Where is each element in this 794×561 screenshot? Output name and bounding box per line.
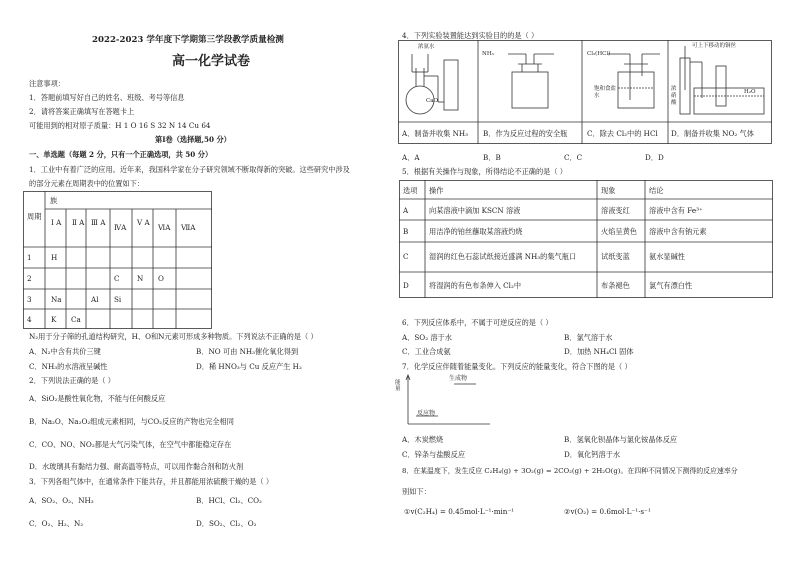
- group-3a: Ⅲ A: [91, 218, 106, 227]
- element-al: Al: [91, 295, 99, 304]
- q7-reactant-label: 反应物: [417, 410, 436, 417]
- q5-row-c-conclusion: 氨水显碱性: [649, 252, 685, 261]
- notes-item-2: 2．请将答案正确填写在答题卡上: [29, 107, 135, 116]
- q5-row-b-option: B: [403, 227, 409, 236]
- q2-option-d: D．水玻璃具有黏结力强、耐高温等特点，可以用作黏合剂和防火剂: [29, 462, 244, 471]
- notes-heading: 注意事项：: [29, 79, 65, 88]
- element-si: Si: [114, 295, 122, 304]
- q6-option-b: B．氯气溶于水: [564, 333, 613, 342]
- table-zu-label: 族: [50, 196, 58, 205]
- q5-row-b-conclusion: 溶液中含有钠元素: [649, 227, 707, 236]
- notes-item-1: 1．答题前填写好自己的姓名、班级、考号等信息: [29, 93, 185, 102]
- period-1: 1: [27, 253, 32, 262]
- q2-option-c: C．CO、NO、NO₂都是大气污染气体，在空气中都能稳定存在: [29, 440, 232, 449]
- group-5a: Ⅴ A: [137, 218, 150, 227]
- group-1a: Ⅰ A: [51, 218, 62, 227]
- q7-option-b: B．氢氧化钡晶体与氯化铵晶体反应: [564, 435, 678, 444]
- subject-title: 高一化学试卷: [172, 54, 251, 69]
- q5-row-c-operation: 湿润的红色石蕊试纸接近盛满 NH₃的集气瓶口: [429, 252, 577, 261]
- q8-stem-line2: 别如下：: [402, 487, 431, 496]
- fig-label-movable-copper: 可上下移动的铜丝: [692, 43, 737, 49]
- element-c: C: [114, 274, 120, 283]
- fig-label-saturated-brine: 饱和食盐水: [594, 86, 617, 99]
- q5-header-operation: 操作: [429, 186, 444, 195]
- q7-product-label: 生成物: [449, 375, 468, 382]
- q5-row-c-phenomenon: 试纸变蓝: [601, 252, 630, 261]
- q2-option-b: B．Na₂O、Na₂O₂组成元素相同，与CO₂反应的产物也完全相同: [29, 417, 234, 426]
- q5-row-d-option: D: [403, 281, 409, 290]
- q5-row-a-conclusion: 溶液中含有 Fe³⁺: [649, 206, 703, 215]
- q3-option-d: D．SO₂、Cl₂、O₂: [196, 519, 257, 528]
- q3-option-c: C．O₂、H₂、N₂: [29, 519, 84, 528]
- group-2a: Ⅱ A: [72, 218, 85, 227]
- q2-option-a: A．SiO₂是酸性氧化物，不能与任何酸反应: [29, 394, 166, 403]
- q5-row-a-phenomenon: 溶液变红: [601, 206, 630, 215]
- q4-caption-c: C．除去 Cl₂中的 HCl: [587, 129, 658, 138]
- q5-row-d-conclusion: 氯气有漂白性: [649, 281, 693, 290]
- fig-label-conc-nitric: 浓硝酸: [671, 86, 677, 106]
- q5-row-c-option: C: [403, 252, 409, 261]
- q4-caption-b: B．作为反应过程的安全瓶: [483, 129, 568, 138]
- fig-label-h2o: H₂O: [744, 89, 756, 95]
- element-n: N: [137, 274, 144, 283]
- q1-question: N₂用于分子筛的孔道结构研究，H、O和N元素可形成多种物质。下列说法不正确的是（ ）: [29, 332, 318, 341]
- q5-header-phenomenon: 现象: [601, 186, 616, 195]
- q4-caption-d: D．制备并收集 NO₂ 气体: [671, 129, 754, 138]
- q7-option-c: C．锌条与盐酸反应: [402, 450, 466, 459]
- fig-label-cao: CaO: [426, 98, 438, 104]
- fig-label-nh3: NH₃: [482, 51, 494, 57]
- single-choice-heading: 一、单选题（每题 2 分，只有一个正确选项，共 50 分）: [29, 150, 213, 159]
- q6-option-c: C．工业合成氨: [402, 347, 451, 356]
- element-h: H: [51, 253, 58, 262]
- q4-option-a: A．A: [402, 153, 420, 162]
- fig-label-ammonia-water: 浓氨水: [418, 44, 435, 50]
- element-na: Na: [51, 295, 62, 304]
- element-o: O: [158, 274, 164, 283]
- group-4a: ⅣA: [114, 223, 127, 232]
- q7-stem: 7．化学反应伴随着能量变化。下列反应的能量变化，符合下图的是（ ）: [402, 362, 632, 371]
- q3-option-b: B．HCl、Cl₂、CO₂: [196, 496, 262, 505]
- q5-row-b-operation: 用洁净的铂丝蘸取某溶液灼烧: [429, 227, 523, 236]
- atomic-mass-line: 可能用到的相对原子质量：H 1 O 16 S 32 N 14 Cu 64: [29, 121, 211, 130]
- q8-rate-2: ②v(O₂) = 0.6mol·L⁻¹·s⁻¹: [564, 507, 651, 516]
- q5-row-d-operation: 将湿润的有色布条伸入 Cl₂中: [429, 281, 522, 290]
- q6-stem: 6．下列反应体系中，不属于可逆反应的是（ ）: [402, 318, 553, 327]
- q7-energy-label: 能量: [395, 380, 401, 392]
- q5-header-option: 选项: [403, 186, 418, 195]
- q6-option-d: D．加热 NH₄Cl 固体: [564, 347, 634, 356]
- q3-option-a: A．SO₂、O₂、NH₃: [29, 496, 94, 505]
- q1-option-d: D．稀 HNO₃与 Cu 反应产生 H₂: [196, 362, 302, 371]
- element-ca: Ca: [71, 315, 81, 324]
- period-4: 4: [27, 315, 32, 324]
- q5-stem: 5．根据有关操作与现象，所得结论不正确的是（ ）: [402, 167, 567, 176]
- table-period-label: 周期: [27, 212, 42, 221]
- q1-stem-line2: 的部分元素在周期表中的位置如下：: [29, 179, 145, 188]
- q5-row-b-phenomenon: 火焰呈黄色: [601, 227, 637, 236]
- q2-stem: 2．下列说法正确的是（ ）: [29, 376, 115, 385]
- q7-option-d: D．氧化钙溶于水: [564, 450, 621, 459]
- q8-rate-1: ①v(C₂H₄) = 0.45mol·L⁻¹·min⁻¹: [404, 507, 515, 516]
- period-2: 2: [27, 274, 32, 283]
- q3-stem: 3．下列各组气体中，在通常条件下能共存，并且都能用浓硫酸干燥的是（ ）: [29, 477, 274, 486]
- exam-title: 2022-2023 学年度下学期第三学段教学质量检测: [92, 35, 284, 45]
- q7-option-a: A．木炭燃烧: [402, 435, 444, 444]
- group-7a: ⅦA: [181, 223, 196, 232]
- section1-title: 第Ⅰ卷（选择题,50 分）: [155, 135, 231, 144]
- q4-stem: 4．下列实验装置能达到实验目的的是（ ）: [402, 31, 539, 40]
- q4-option-b: B．B: [483, 153, 501, 162]
- group-6a: ⅥA: [158, 223, 171, 232]
- q6-option-a: A．SO₂ 溶于水: [402, 333, 452, 342]
- q4-option-d: D．D: [645, 153, 664, 162]
- q1-option-a: A．N₂中含有共价三键: [29, 347, 101, 356]
- q4-caption-a: A．制备并收集 NH₃: [402, 129, 469, 138]
- element-k: K: [51, 315, 57, 324]
- q1-option-b: B．NO 可由 NH₃催化氧化得到: [196, 347, 299, 356]
- fig-label-cl2-hcl: Cl₂(HCl): [587, 51, 611, 57]
- q5-row-a-option: A: [403, 206, 409, 215]
- q8-stem-line1: 8．在某温度下，发生反应 C₂H₄(g) + 3O₂(g) = 2CO₂(g) + 2H₂O(g)。在四种不同情况下测得的反应速率分: [402, 467, 738, 475]
- q5-header-conclusion: 结论: [649, 186, 664, 195]
- q1-option-c: C．NH₃的水溶液呈碱性: [29, 362, 108, 371]
- period-3: 3: [27, 295, 32, 304]
- q5-row-d-phenomenon: 布条褪色: [601, 281, 630, 290]
- q4-option-c: C．C: [564, 153, 583, 162]
- q5-row-a-operation: 向某溶液中滴加 KSCN 溶液: [429, 206, 521, 215]
- q1-stem-line1: 1．工业中有着广泛的应用。近年来，我国科学家在分子研究领域不断取得新的突破。这些研究中涉及: [29, 165, 350, 174]
